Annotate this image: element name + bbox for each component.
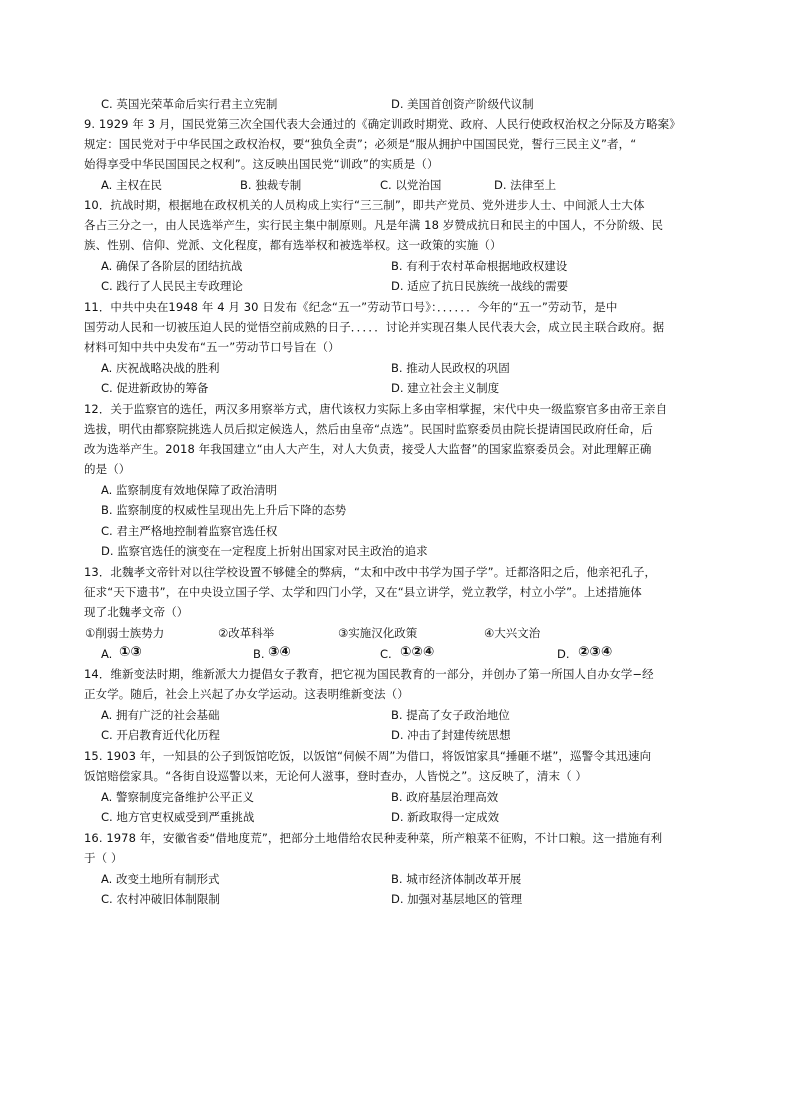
- q15-option-a: A. 警察制度完备维护公平正义: [101, 790, 254, 804]
- q10-line-3: 族、性别、信仰、党派、文化程度，都有选举权和被选举权。这一政策的实施（）: [84, 238, 502, 252]
- q11-line-2: 国劳动人民和一切被压迫人民的觉悟空前成熟的日子．．．．．讨论并实现召集人民代表大会，成立民主联合政府。据: [84, 320, 665, 334]
- q14-option-d: D. 冲击了封建传统思想: [391, 728, 511, 742]
- q14-option-b: B. 提高了女子政治地位: [391, 708, 510, 722]
- q12-line-1: 12．关于监察官的选任，两汉多用察举方式，唐代该权力实际上多由宰相掌握，宋代中央一级监察官多由帝王亲自: [84, 402, 668, 416]
- q15-option-d: D. 新政取得一定成效: [391, 810, 500, 824]
- q13-item-3: ③实施汉化政策: [338, 626, 418, 640]
- q13-option-a-value: ①③: [119, 644, 142, 660]
- q12-option-a: A. 监察制度有效地保障了政治清明: [101, 483, 277, 497]
- q10-option-c: C. 践行了人民民主专政理论: [101, 279, 243, 293]
- q14-option-c: C. 开启教育近代化历程: [101, 728, 220, 742]
- q14-option-a: A. 拥有广泛的社会基础: [101, 708, 220, 722]
- q16-option-b: B. 城市经济体制改革开展: [391, 872, 522, 886]
- q13-line-1: 13．北魏孝文帝针对以往学校设置不够健全的弊病，“太和中改中书学为国子学”。迁都洛阳之后，他亲祀孔子，: [84, 565, 657, 579]
- q13-option-b-letter: B.: [253, 647, 265, 661]
- q16-option-a: A. 改变土地所有制形式: [101, 872, 220, 886]
- q11-line-1: 11．中共中央在1948 年 4 月 30 日发布《纪念“五一”劳动节口号》：．．．．．．今年的“五一”劳动节，是中: [84, 300, 618, 314]
- q11-line-3: 材料可知中共中央发布“五一”劳动节口号旨在（）: [84, 340, 340, 354]
- q10-option-b: B. 有利于农村革命根据地政权建设: [391, 259, 568, 273]
- q13-line-2: 征求“天下遗书”，在中央设立国子学、太学和四门小学，又在“县立讲学，党立教学，村立小学”。上述措施体: [84, 585, 642, 599]
- q11-option-a: A. 庆祝战略决战的胜利: [101, 361, 220, 375]
- q15-option-b: B. 政府基层治理高效: [391, 790, 499, 804]
- q13-option-c-letter: C.: [380, 647, 392, 661]
- q10-line-2: 各占三分之一，由人民选举产生，实行民主集中制原则。凡是年满 18 岁赞成抗日和民主的中国人，不分阶级、民: [84, 218, 664, 232]
- q15-option-c: C. 地方官吏权威受到严重挑战: [101, 810, 255, 824]
- q14-line-2: 正女学。随后，社会上兴起了办女学运动。这表明维新变法（）: [84, 687, 409, 701]
- q13-option-b-value: ③④: [268, 644, 291, 660]
- q10-option-d: D. 适应了抗日民族统一战线的需要: [391, 279, 569, 293]
- q13-option-c-value: ①②④: [400, 644, 435, 660]
- q16-line-2: 于（ ）: [84, 851, 123, 865]
- q12-line-4: 的是（）: [84, 462, 131, 476]
- q9-option-c: C. 以党治国: [380, 178, 442, 192]
- q12-option-b: B. 监察制度的权威性呈现出先上升后下降的态势: [101, 503, 347, 517]
- q13-item-1: ①削弱士族势力: [85, 626, 165, 640]
- q12-option-c: C. 君主严格地控制着监察官选任权: [101, 524, 278, 538]
- q11-option-d: D. 建立社会主义制度: [391, 381, 500, 395]
- q15-line-1: 15. 1903 年，一知县的公子到饭馆吃饭，以饭馆“伺候不周”为借口，将饭馆家具“捶砸不堪”，巡警令其迅速向: [84, 749, 652, 763]
- q13-option-a-letter: A.: [101, 647, 113, 661]
- q13-item-2: ②改革科举: [218, 626, 275, 640]
- q13-line-3: 现了北魏孝文帝（）: [84, 605, 189, 619]
- q16-line-1: 16. 1978 年，安徽省委“借地度荒”，把部分土地借给农民种麦种菜，所产粮菜不征购，不计口粮。这一措施有利: [84, 831, 663, 845]
- q16-option-d: D. 加强对基层地区的管理: [391, 892, 523, 906]
- q11-option-c: C. 促进新政协的筹备: [101, 381, 209, 395]
- q12-line-3: 改为选举产生。2018 年我国建立“由人大产生，对人大负责，接受人大监督”的国家监察委员会。对此理解正确: [84, 442, 652, 456]
- q15-line-2: 饭馆赔偿家具。“各街自设巡警以来，无论何人滋事，登时查办，人皆悦之”。这反映了，清末（ ）: [84, 769, 588, 783]
- q16-option-c: C. 农村冲破旧体制限制: [101, 892, 220, 906]
- q13-item-4: ④大兴文治: [484, 626, 541, 640]
- q12-line-2: 选拔，明代由都察院挑选人员后拟定候选人，然后由皇帝“点选”。民国时监察委员由院长提请国民政府任命，后: [84, 422, 653, 436]
- q11-option-b: B. 推动人民政权的巩固: [391, 361, 510, 375]
- option-prev-d: D. 美国首创资产阶级代议制: [391, 97, 534, 111]
- q9-line-2: 规定：国民党对于中华民国之政权治权，要“独负全责”；必须是“服从拥护中国国民党，誓行三民主义”者，“: [84, 137, 637, 151]
- q9-line-1: 9. 1929 年 3 月，国民党第三次全国代表大会通过的《确定训政时期党、政府、人民行使政权治权之分际及方略案》: [84, 117, 681, 131]
- q10-line-1: 10．抗战时期，根据地在政权机关的人员构成上实行“三三制”，即共产党员、党外进步人士、中间派人士大体: [84, 198, 645, 212]
- option-prev-c: C. 英国光荣革命后实行君主立宪制: [101, 97, 278, 111]
- q14-line-1: 14．维新变法时期，维新派大力提倡女子教育，把它视为国民教育的一部分，并创办了第一所国人自办女学−经: [84, 667, 654, 681]
- q12-option-d: D. 监察官选任的演变在一定程度上折射出国家对民主政治的追求: [101, 544, 428, 558]
- q9-option-d: D. 法律至上: [494, 178, 557, 192]
- q9-line-3: 始得享受中华民国国民之权利”。这反映出国民党“训政”的实质是（）: [84, 157, 439, 171]
- q13-option-d-letter: D.: [557, 647, 570, 661]
- q13-option-d-value: ②③④: [578, 644, 613, 660]
- q9-option-a: A. 主权在民: [101, 178, 162, 192]
- q9-option-b: B. 独裁专制: [240, 178, 302, 192]
- q10-option-a: A. 确保了各阶层的团结抗战: [101, 259, 243, 273]
